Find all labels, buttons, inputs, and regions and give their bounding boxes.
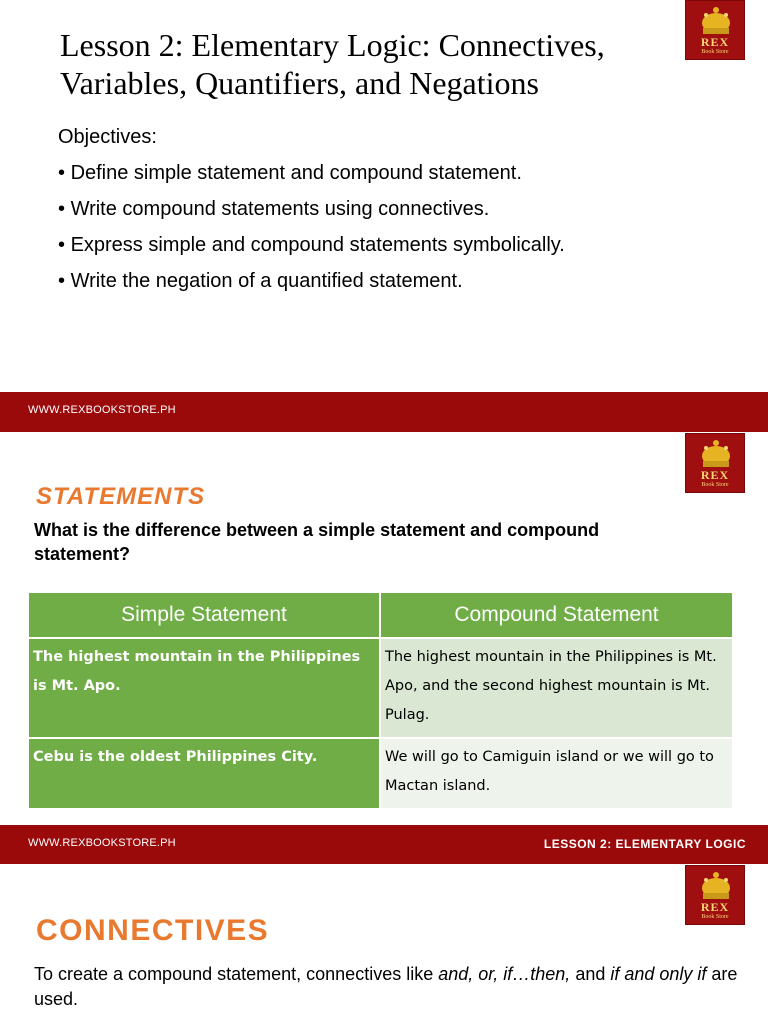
objectives-label: Objectives:	[58, 126, 157, 148]
table-row	[29, 638, 732, 738]
slide-3	[0, 864, 768, 1024]
logo-text: REX	[700, 35, 730, 49]
header-simple-statement: Simple Statement	[29, 593, 380, 638]
rex-logo	[685, 433, 745, 493]
footer-url[interactable]: WWW.REXBOOKSTORE.PH	[28, 837, 176, 849]
lesson-title: Lesson 2: Elementary Logic: Connectives, Variables, Quantifiers, and Negations	[60, 27, 605, 101]
objective-item: • Write the negation of a quantified statement.	[58, 270, 463, 292]
statements-question: What is the difference between a simple statement and compound statement?	[34, 520, 600, 564]
logo-subtext: Book Store	[701, 914, 729, 920]
footer-lesson-label: LESSON 2: ELEMENTARY LOGIC	[543, 837, 746, 851]
slide-2-footer	[0, 825, 768, 864]
objective-item: • Express simple and compound statements symbolically.	[58, 234, 565, 256]
logo-subtext: Book Store	[701, 482, 729, 488]
table-cell: We will go to Camiguin island or we will go to Mactan island.	[380, 738, 732, 808]
statements-table	[29, 593, 732, 808]
logo-subtext: Book Store	[701, 49, 729, 55]
logo-text: REX	[700, 900, 730, 914]
header-compound-statement: Compound Statement	[380, 593, 732, 638]
objective-item: • Define simple statement and compound statement.	[58, 162, 522, 184]
connectives-heading: CONNECTIVES	[36, 914, 270, 947]
logo-text: REX	[700, 468, 730, 482]
table-cell: The highest mountain in the Philippines is Mt. Apo, and the second highest mountain is Mt. Pulag.	[380, 638, 732, 738]
connectives-text: To create a compound statement, connectives like and, or, if…then, and if and only if are used.	[34, 964, 738, 1009]
footer-url[interactable]: WWW.REXBOOKSTORE.PH	[28, 404, 176, 416]
table-row	[29, 738, 732, 808]
table-cell: The highest mountain in the Philippines is Mt. Apo.	[29, 638, 380, 738]
table-cell: Cebu is the oldest Philippines City.	[29, 738, 380, 808]
objective-item: • Write compound statements using connectives.	[58, 198, 490, 220]
table-header-row	[29, 593, 732, 638]
rex-logo	[685, 865, 745, 925]
statements-heading: STATEMENTS	[36, 483, 206, 510]
